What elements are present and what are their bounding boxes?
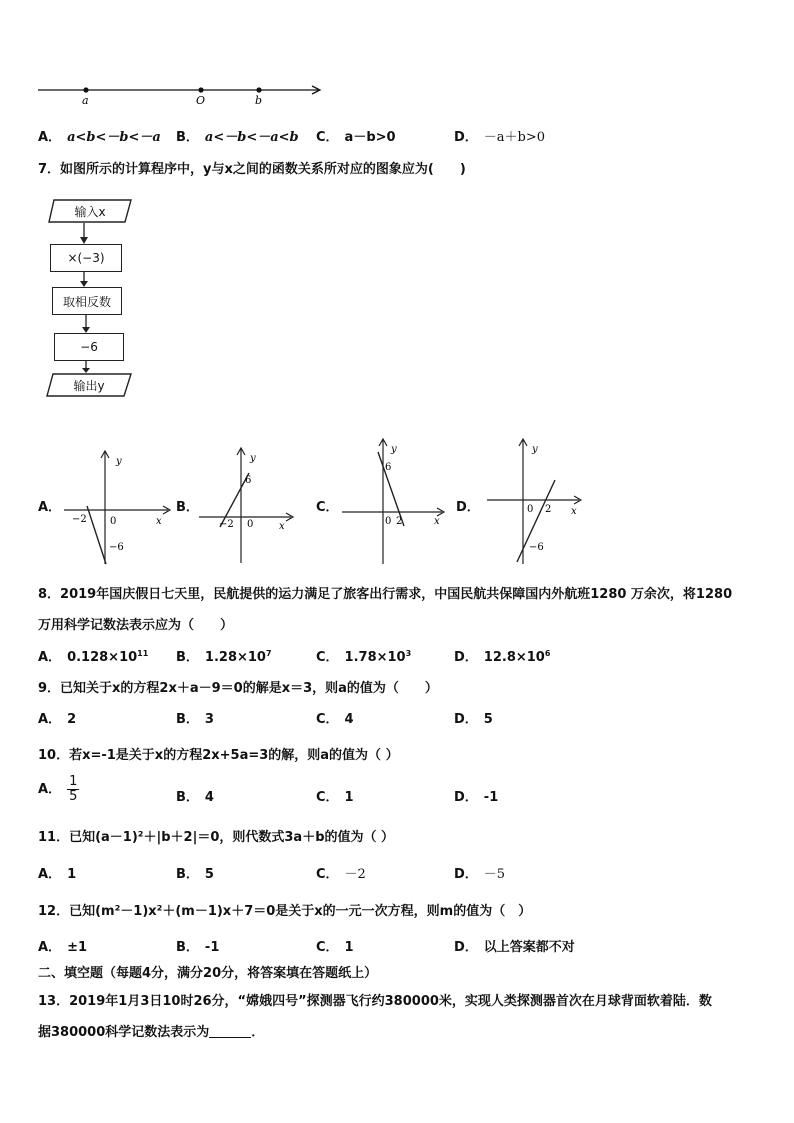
svg-text:−2: −2 [219,519,234,530]
number-line-label-b: b [255,94,263,107]
flow-arrow-1 [78,223,90,245]
q8-option-b: B． $1.28\times 10^7$ [176,649,272,665]
number-line-label-o: O [196,94,206,107]
flow-output: 输出y [46,373,132,397]
svg-text:0: 0 [385,516,392,527]
svg-text:y: y [391,444,397,455]
flow-arrow-2 [78,272,90,288]
q8-option-c: C． $1.78\times 10^3$ [316,649,412,665]
q9-option-a: A． 2 [38,712,77,727]
q11-option-d: D． －5 [454,867,506,882]
flow-multiply: ×(−3) [50,244,122,272]
q10-stem: 10．若x=-1是关于x的方程2x+5a=3的解，则a的值为（ ） [38,748,399,763]
svg-text:−2: −2 [72,514,87,525]
svg-text:0: 0 [247,519,254,530]
q9-option-d: D． 5 [454,712,493,727]
flow-input: 输入x [48,199,132,223]
number-line-label-a: a [82,94,89,107]
svg-text:2: 2 [396,516,403,527]
svg-text:2: 2 [545,504,552,515]
q7-option-a-label: A． [38,500,62,515]
section-fill-in-title: 二、填空题（每题4分，满分20分，将答案填在答题纸上） [38,966,378,981]
svg-text:y: y [116,456,122,467]
q7-graph-a [60,448,175,570]
svg-text:y: y [532,444,538,455]
q13-stem-line2: 据380000科学记数法表示为 ． [38,1025,265,1040]
q8-stem-line1: 8．2019年国庆假日七天里，民航提供的运力满足了旅客出行需求，中国民航共保障国内外航班1280 万余次，将1280 [38,587,733,602]
q9-option-b: B． 3 [176,712,214,727]
q11-option-b: B． 5 [176,867,214,882]
q11-option-a: A． 1 [38,867,77,882]
q11-option-c: C． －2 [316,867,366,882]
q7-graph-b [195,445,300,570]
q10-option-c: C． 1 [316,790,354,805]
flow-negate: 取相反数 [52,287,122,315]
q10-option-a: A． $\frac{1}{5}$ [38,774,78,804]
q8-option-d: D． $12.8\times 10^6$ [454,649,551,665]
flow-minus-six: −6 [54,333,124,361]
q9-stem: 9．已知关于x的方程2x＋a－9＝0的解是x＝3，则a的值为（ ） [38,681,438,696]
svg-text:y: y [250,453,256,464]
q9-option-c: C． 4 [316,712,354,727]
svg-text:−6: −6 [109,542,124,553]
q12-option-b: B． -1 [176,940,220,955]
q6-option-a: A． a<b<－b<－a [38,130,161,145]
fraction-one-fifth: $\frac{1}{5}$ [69,774,78,804]
q6-option-c: C． a－b>0 [316,130,396,145]
q7-stem: 7．如图所示的计算程序中，y与x之间的函数关系所对应的图象应为( ) [38,162,466,177]
q13-stem-line1: 13．2019年1月3日10时26分，“嫦娥四号”探测器飞行约380000米，实现人类探测器首次在月球背面软着陆．数 [38,994,712,1009]
q8-stem-line2: 万用科学记数法表示应为（ ） [38,618,234,633]
q7-graph-d [483,436,588,570]
svg-text:x: x [571,506,577,517]
q12-option-d: D． 以上答案都不对 [454,940,575,955]
svg-text:6: 6 [245,475,252,486]
svg-text:0: 0 [527,504,534,515]
svg-text:x: x [434,516,440,527]
svg-text:x: x [156,516,162,527]
q13-answer-blank[interactable] [209,1025,251,1038]
q6-option-d: D． －a＋b>0 [454,130,546,145]
q12-option-c: C． 1 [316,940,354,955]
q7-option-d-label: D． [456,500,480,515]
q7-graph-c [338,436,453,570]
q12-option-a: A． ±1 [38,940,88,955]
number-line [30,78,330,112]
q7-option-c-label: C． [316,500,339,515]
svg-text:x: x [279,521,285,532]
q7-option-b-label: B． [176,500,199,515]
q11-stem: 11．已知(a－1)²＋|b＋2|＝0，则代数式3a＋b的值为（ ） [38,830,395,845]
svg-text:0: 0 [110,516,117,527]
q8-option-a: A． $0.128\times 10^{11}$ [38,649,149,665]
q10-option-b: B． 4 [176,790,214,805]
svg-text:−6: −6 [529,542,544,553]
q10-option-d: D． -1 [454,790,499,805]
svg-text:6: 6 [385,462,392,473]
q12-stem: 12．已知(m²－1)x²＋(m－1)x＋7＝0是关于x的一元一次方程，则m的值为（ ） [38,904,532,919]
flow-arrow-3 [80,315,92,334]
q6-option-b: B． a<－b<－a<b [176,130,299,145]
